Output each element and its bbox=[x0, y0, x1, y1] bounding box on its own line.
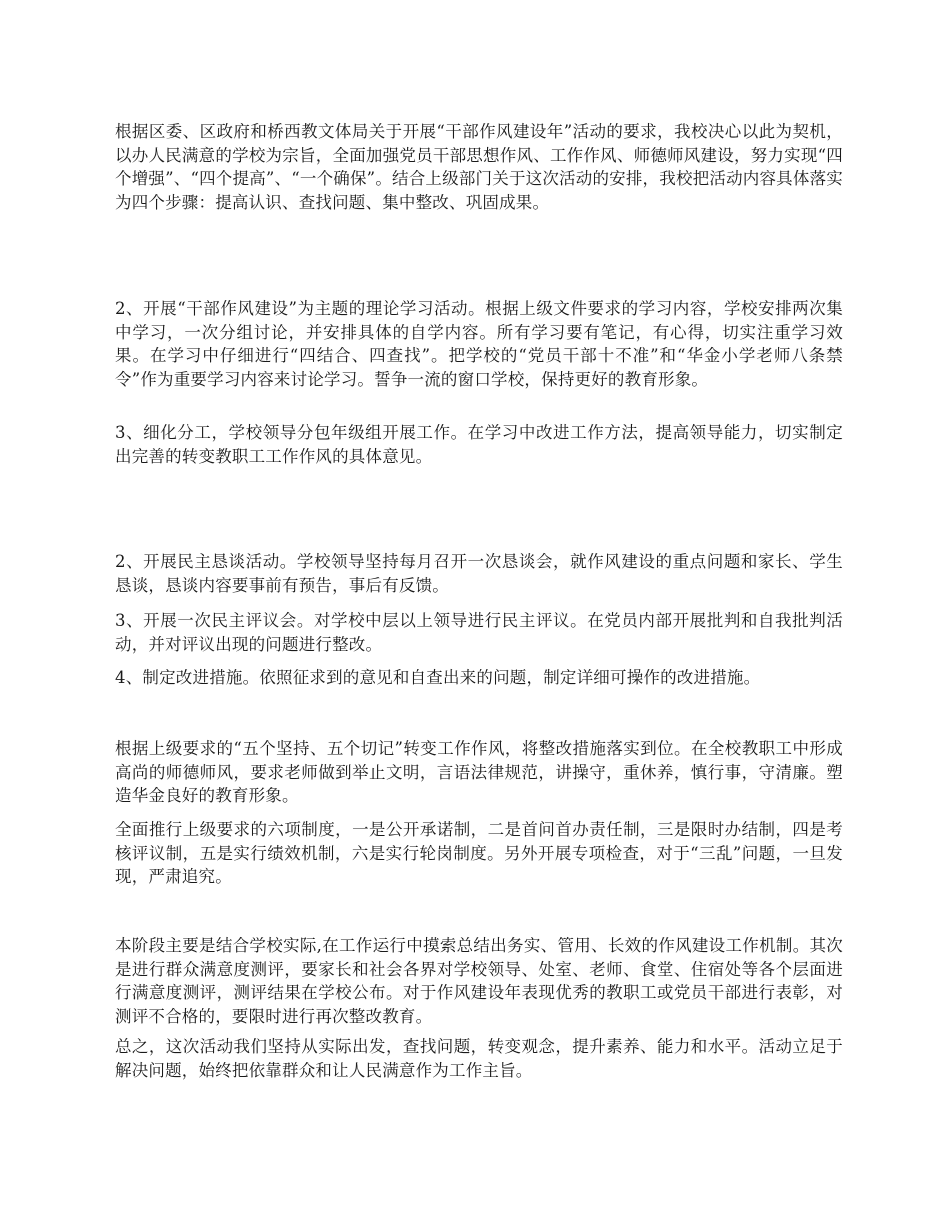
paragraph-mechanism: 本阶段主要是结合学校实际,在工作运行中摸索总结出务实、管用、长效的作风建设工作机制。其次是进行群众满意度测评，要家长和社会各界对学校领导、处室、老师、食堂、住宿处等各个层面进行满意度测评，测评结果在学校公布。对于作风建设年表现优秀的教职工或党员干部进行表彰，对测评不合格的，要限时进行再次整改教育。 bbox=[115, 936, 843, 1026]
paragraph-study-activity: 2、开展“干部作风建设”为主题的理论学习活动。根据上级文件要求的学习内容，学校安排两次集中学习，一次分组讨论，并安排具体的自学内容。所有学习要有笔记，有心得，切实注重学习效果。在学习中仔细进行“四结合、四查找”。把学校的“党员干部十不准”和“华金小学老师八条禁令”作为重要学习内容来讨论学习。誓争一流的窗口学校，保持更好的教育形象。 bbox=[115, 299, 843, 389]
paragraph-intro: 根据区委、区政府和桥西教文体局关于开展“干部作风建设年”活动的要求，我校决心以此为契机，以办人民满意的学校为宗旨，全面加强党员干部思想作风、工作作风、师德师风建设，努力实现“四个增强”、“四个提高”、“一个确保”。结合上级部门关于这次活动的安排，我校把活动内容具体落实为四个步骤：提高认识、查找问题、集中整改、巩固成果。 bbox=[115, 122, 843, 212]
paragraph-improvement-measures: 4、制定改进措施。依照征求到的意见和自查出来的问题，制定详细可操作的改进措施。 bbox=[115, 668, 761, 687]
paragraph-five-persist: 根据上级要求的“五个坚持、五个切记”转变工作作风，将整改措施落实到位。在全校教职工中形成高尚的师德师风，要求老师做到举止文明，言语法律规范，讲操守，重休养，慎行事，守清廉。塑造华金良好的教育形象。 bbox=[115, 739, 843, 805]
paragraph-six-systems: 全面推行上级要求的六项制度，一是公开承诺制，二是首问首办责任制，三是限时办结制，四是考核评议制，五是实行绩效机制，六是实行轮岗制度。另外开展专项检查，对于“三乱”问题，一旦发现，严肃追究。 bbox=[115, 820, 843, 886]
paragraph-democratic-review: 3、开展一次民主评议会。对学校中层以上领导进行民主评议。在党员内部开展批判和自我批判活动，并对评议出现的问题进行整改。 bbox=[115, 611, 843, 654]
paragraph-division-of-work: 3、细化分工，学校领导分包年级组开展工作。在学习中改进工作方法，提高领导能力，切实制定出完善的转变教职工工作作风的具体意见。 bbox=[115, 423, 843, 466]
paragraph-conclusion: 总之，这次活动我们坚持从实际出发，查找问题，转变观念，提升素养、能力和水平。活动立足于解决问题，始终把依靠群众和让人民满意作为工作主旨。 bbox=[115, 1037, 843, 1080]
paragraph-democratic-talks: 2、开展民主恳谈活动。学校领导坚持每月召开一次恳谈会，就作风建设的重点问题和家长、学生恳谈，恳谈内容要事前有预告，事后有反馈。 bbox=[115, 552, 843, 595]
